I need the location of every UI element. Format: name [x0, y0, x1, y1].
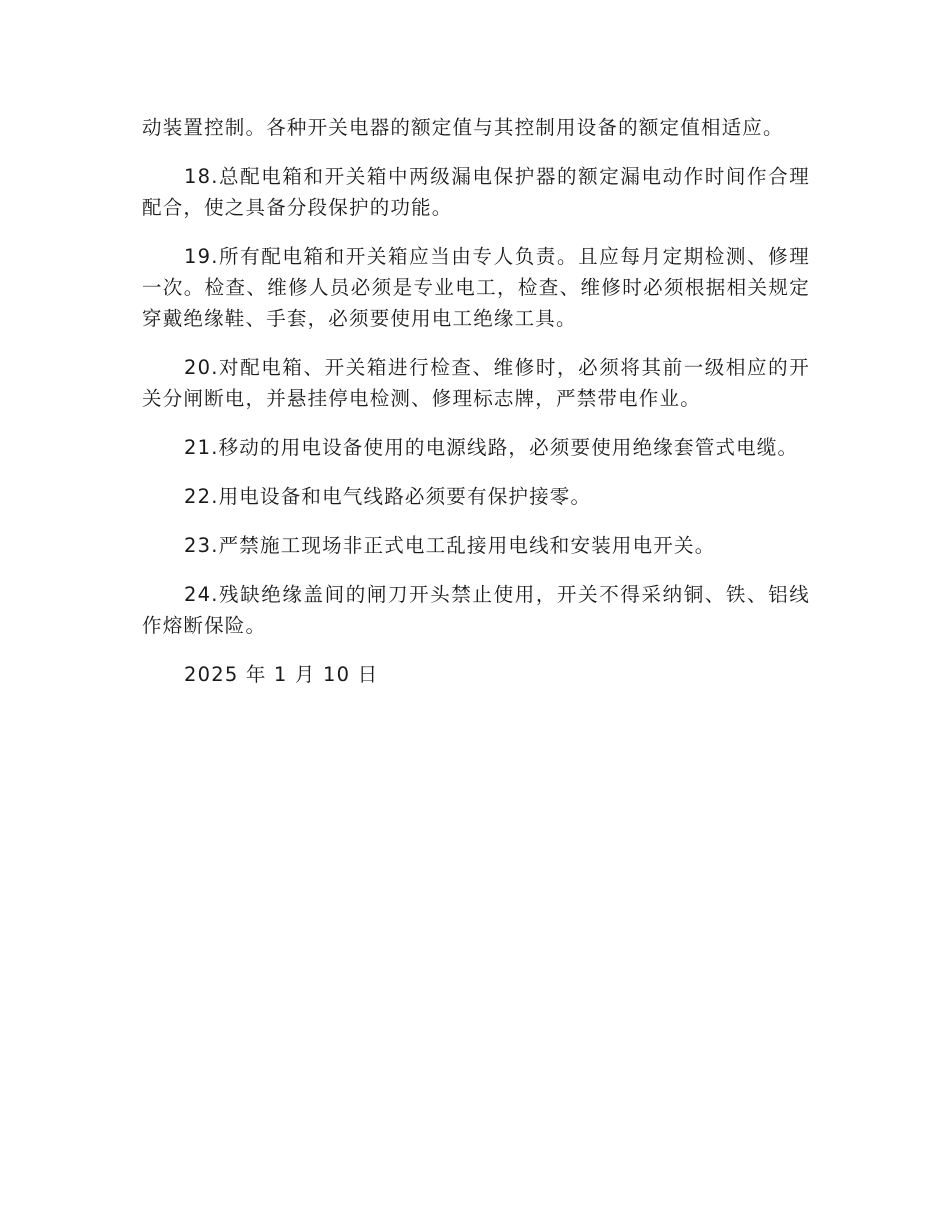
- paragraph-item-24: 24.残缺绝缘盖间的闸刀开头禁止使用，开关不得采纳铜、铁、铝线作熔断保险。: [142, 583, 810, 637]
- document-date: 2025 年 1 月 10 日: [184, 663, 379, 686]
- paragraph-item-22: 22.用电设备和电气线路必须要有保护接零。: [184, 485, 592, 508]
- paragraph-continuation: 动装置控制。各种开关电器的额定值与其控制用设备的额定值相适应。: [142, 116, 784, 139]
- paragraph-item-19: 19.所有配电箱和开关箱应当由专人负责。且应每月定期检测、修理一次。检查、维修人员必须是专业电工，检查、维修时必须根据相关规定穿戴绝缘鞋、手套，必须要使用电工绝缘工具。: [142, 245, 810, 330]
- paragraph-item-20: 20.对配电箱、开关箱进行检查、维修时，必须将其前一级相应的开关分闸断电，并悬挂停电检测、修理标志牌，严禁带电作业。: [142, 356, 810, 410]
- paragraph-item-23: 23.严禁施工现场非正式电工乱接用电线和安装用电开关。: [184, 534, 716, 557]
- paragraph-item-21: 21.移动的用电设备使用的电源线路，必须要使用绝缘套管式电缆。: [184, 436, 799, 459]
- document-body: [142, 112, 810, 690]
- paragraph-item-18: 18.总配电箱和开关箱中两级漏电保护器的额定漏电动作时间作合理配合，使之具备分段保护的功能。: [142, 165, 810, 219]
